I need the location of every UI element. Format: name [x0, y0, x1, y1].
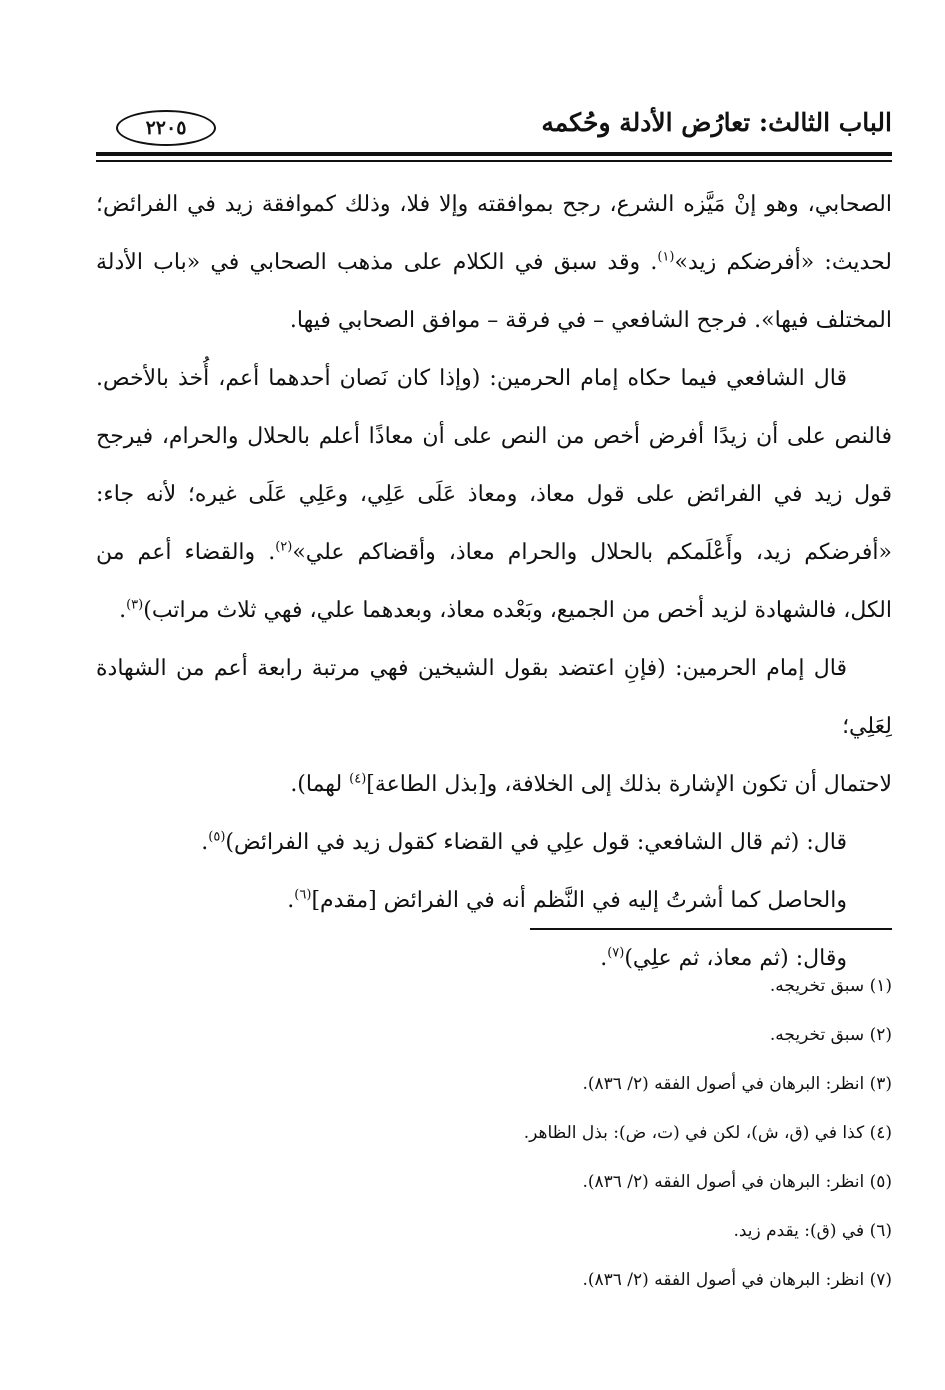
text-line: وقال: (ثم معاذ، ثم علِي)$^{(٧)}$.: [600, 945, 847, 971]
text-line: الصحابي، وهو إنْ مَيَّزه الشرع، رجح بموافقته وإلا فلا، وذلك كموافقة زيد في الفرائض؛: [96, 192, 892, 217]
page-number: ٢٢٠٥: [116, 110, 216, 146]
footnote: (٣) انظر: البرهان في أصول الفقه (٢/ ٨٣٦).: [582, 1074, 892, 1094]
text-line: لاحتمال أن تكون الإشارة بذلك إلى الخلافة، و[بذل الطاعة]$^{(٤)}$ لهما).: [290, 771, 892, 797]
page-header: [96, 100, 892, 148]
body-text: [96, 176, 892, 988]
footnote-ref: (٦): [294, 887, 312, 903]
footnote: (٧) انظر: البرهان في أصول الفقه (٢/ ٨٣٦).: [582, 1270, 892, 1290]
text-line: قول زيد في الفرائض على قول معاذ، ومعاذ عَلَى عَلِي، وعَلِي عَلَى غيره؛ لأنه جاء:: [96, 482, 892, 507]
footnote-ref: (٣): [126, 597, 144, 613]
footnote: (٦) في (ق): يقدم زيد.: [733, 1221, 892, 1241]
paragraph-5: [96, 872, 892, 930]
footnote: (١) سبق تخريجه.: [769, 976, 892, 996]
footnote-ref: (٥): [208, 829, 226, 845]
paragraph-3: [96, 640, 892, 814]
footnote-ref: (١): [657, 249, 675, 265]
footnote-ref: (٤): [349, 771, 367, 787]
text-line: «أفرضكم زيد، وأَعْلَمكم بالحلال والحرام معاذ، وأقضاكم علي»$^{(٢)}$. والقضاء أعم من: [96, 539, 892, 565]
paragraph-1: [96, 176, 892, 350]
text-line: الكل، فالشهادة لزيد أخص من الجميع، وبَعْده معاذ، وبعدهما علي، فهي ثلاث مراتب)$^{(٣)}$.: [119, 597, 892, 623]
footnote-ref: (٢): [275, 539, 293, 555]
paragraph-4: [96, 814, 892, 872]
footnote: (٢) سبق تخريجه.: [769, 1025, 892, 1045]
text-line: قال إمام الحرمين: (فإنِ اعتضد بقول الشيخين فهي مرتبة رابعة أعم من الشهادة لِعَلِي؛: [96, 656, 892, 739]
footnote: (٤) كذا في (ق، ش)، لكن في (ت، ض): بذل الظاهر.: [523, 1123, 892, 1143]
footnote-ref: (٧): [607, 945, 625, 961]
text-line: فالنص على أن زيدًا أفرض أخص من النص على أن معاذًا أعلم بالحلال والحرام، فيرجح: [96, 424, 892, 449]
text-line: قال الشافعي فيما حكاه إمام الحرمين: (وإذا كان نَصان أحدهما أعم، أُخذ بالأخص.: [96, 366, 847, 391]
paragraph-2: [96, 350, 892, 640]
header-rule-thick: [96, 152, 892, 156]
footnotes: [392, 962, 892, 1305]
footnote-separator: [530, 928, 892, 930]
text-line: لحديث: «أفرضكم زيد»$^{(١)}$. وقد سبق في الكلام على مذهب الصحابي في «باب الأدلة: [96, 249, 892, 275]
text-line: قال: (ثم قال الشافعي: قول علِي في القضاء كقول زيد في الفرائض)$^{(٥)}$.: [201, 829, 847, 855]
chapter-title: الباب الثالث: تعارُض الأدلة وحُكمه: [541, 108, 892, 137]
header-rule-thin: [96, 160, 892, 162]
text-line: المختلف فيها». فرجح الشافعي – في فرقة – موافق الصحابي فيها.: [289, 308, 892, 333]
footnote: (٥) انظر: البرهان في أصول الفقه (٢/ ٨٣٦).: [582, 1172, 892, 1192]
text-line: والحاصل كما أشرتُ إليه في النَّظم أنه في الفرائض [مقدم]$^{(٦)}$.: [287, 887, 847, 913]
